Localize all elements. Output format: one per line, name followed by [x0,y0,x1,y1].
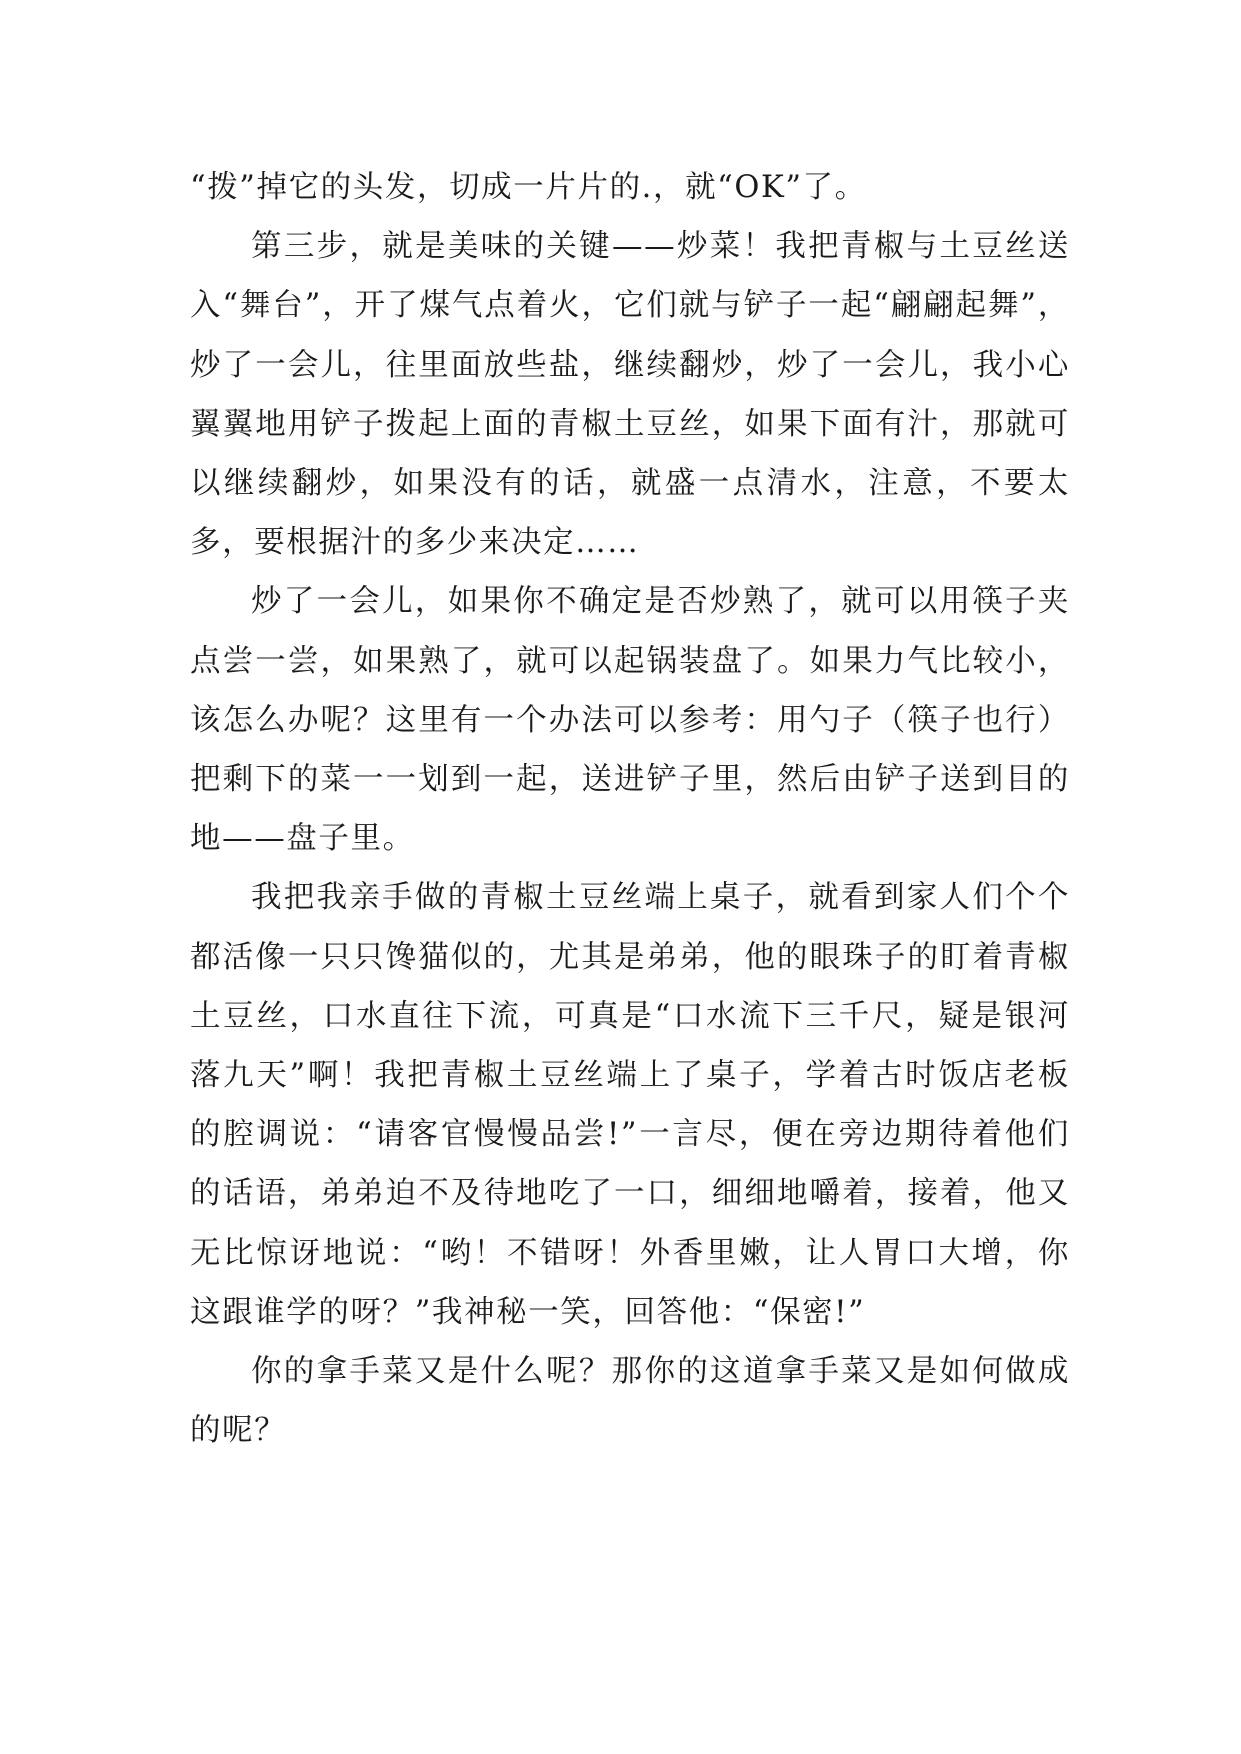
article-body [190,158,1070,1460]
paragraph-step-three: 第三步，就是美味的关键——炒菜！我把青椒与土豆丝送入“舞台”，开了煤气点着火，它们就与铲子一起“翩翩起舞”，炒了一会儿，往里面放些盐，继续翻炒，炒了一会儿，我小心翼翼地用铲子拨起上面的青椒土豆丝，如果下面有汁，那就可以继续翻炒，如果没有的话，就盛一点清水，注意，不要太多，要根据汁的多少来决定…… [190,229,1070,561]
paragraph-family-tasting: 我把我亲手做的青椒土豆丝端上桌子，就看到家人们个个都活像一只只馋猫似的，尤其是弟弟，他的眼珠子的盯着青椒土豆丝，口水直往下流，可真是“口水流下三千尺，疑是银河落九天”啊！我把青椒土豆丝端上了桌子，学着古时饭店老板的腔调说：“请客官慢慢品尝!”一言尽，便在旁边期待着他们的话语，弟弟迫不及待地吃了一口，细细地嚼着，接着，他又无比惊讶地说：“哟！不错呀！外香里嫩，让人胃口大增，你这跟谁学的呀？”我神秘一笑，回答他：“保密!” [190,880,1070,1330]
paragraph-closing-question: 你的拿手菜又是什么呢？那你的这道拿手菜又是如何做成的呢？ [190,1354,1070,1449]
paragraph-continued: “拨”掉它的头发，切成一片片的.，就“OK”了。 [190,170,867,205]
paragraph-serving: 炒了一会儿，如果你不确定是否炒熟了，就可以用筷子夹点尝一尝，如果熟了，就可以起锅装盘了。如果力气比较小，该怎么办呢？这里有一个办法可以参考：用勺子（筷子也行）把剩下的菜一一划到一起，送进铲子里，然后由铲子送到目的地——盘子里。 [190,584,1070,857]
